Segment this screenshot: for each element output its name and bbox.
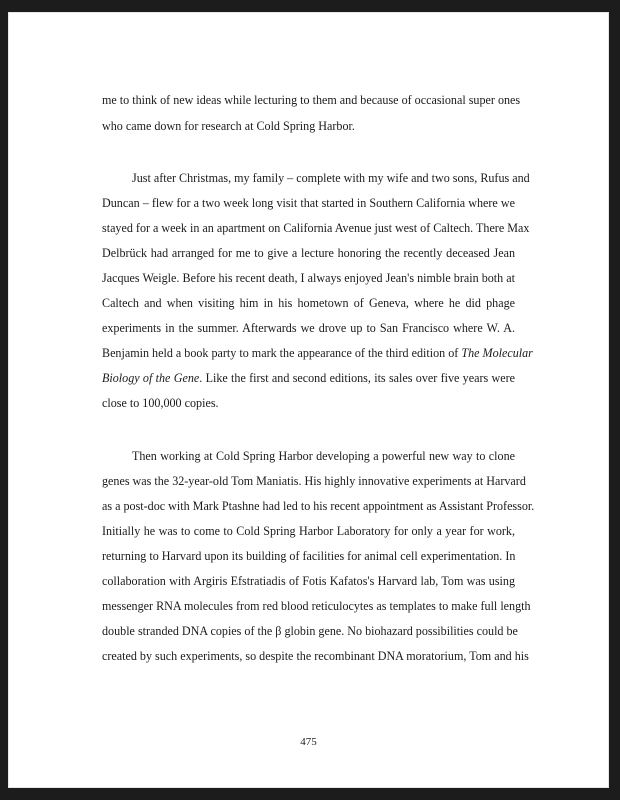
paragraph-2-line-8 <box>102 345 533 361</box>
book-title-part-1: The Molecular <box>461 346 533 360</box>
paragraph-3-line-8: double stranded DNA copies of the β globin gene. No biohazard possibilities could be <box>102 624 518 638</box>
paragraph-2-line-4: Delbrück had arranged for me to give a lecture honoring the recently deceased Jean <box>102 246 515 260</box>
book-title-part-2: Biology of the Gene <box>102 371 200 385</box>
document-page <box>8 12 609 788</box>
paragraph-1-line-1: me to think of new ideas while lecturing to them and because of occasional super ones <box>102 93 521 107</box>
paragraph-2-line-7: experiments in the summer. Afterwards we drove up to San Francisco where W. A. <box>102 321 515 335</box>
paragraph-3-line-5: returning to Harvard upon its building of facilities for animal cell experimentation. In <box>102 549 516 563</box>
paragraph-3-line-9: created by such experiments, so despite the recombinant DNA moratorium, Tom and his <box>102 649 529 663</box>
paragraph-3-line-1: Then working at Cold Spring Harbor developing a powerful new way to clone <box>132 449 515 463</box>
paragraph-2-line-5: Jacques Weigle. Before his recent death, I always enjoyed Jean's nimble brain both at <box>102 271 515 285</box>
page-number: 475 <box>300 736 317 748</box>
paragraph-3-line-7: messenger RNA molecules from red blood reticulocytes as templates to make full length <box>102 599 531 613</box>
paragraph-2-line-9-text: . Like the first and second editions, its sales over five years were <box>199 371 515 385</box>
paragraph-3-line-4: Initially he was to come to Cold Spring Harbor Laboratory for only a year for work, <box>102 524 515 538</box>
paragraph-2-line-3: stayed for a week in an apartment on California Avenue just west of Caltech. There Max <box>102 221 530 235</box>
paragraph-3-line-3: as a post-doc with Mark Ptashne had led to his recent appointment as Assistant Professor. <box>102 499 535 513</box>
paragraph-3-line-6: collaboration with Argiris Efstratiadis of Fotis Kafatos's Harvard lab, Tom was using <box>102 574 515 588</box>
paragraph-2-line-9 <box>102 370 515 386</box>
paragraph-2-line-2: Duncan – flew for a two week long visit that started in Southern California where we <box>102 196 515 210</box>
paragraph-2-line-6: Caltech and when visiting him in his hometown of Geneva, where he did phage <box>102 296 515 310</box>
paragraph-2-line-8-text: Benjamin held a book party to mark the appearance of the third edition of <box>102 346 459 360</box>
paragraph-2-line-10: close to 100,000 copies. <box>102 396 219 410</box>
paragraph-1-line-2: who came down for research at Cold Spring Harbor. <box>102 119 355 133</box>
paragraph-2-line-1: Just after Christmas, my family – complete with my wife and two sons, Rufus and <box>132 171 530 185</box>
paragraph-3-line-2: genes was the 32-year-old Tom Maniatis. His highly innovative experiments at Harvard <box>102 474 526 488</box>
